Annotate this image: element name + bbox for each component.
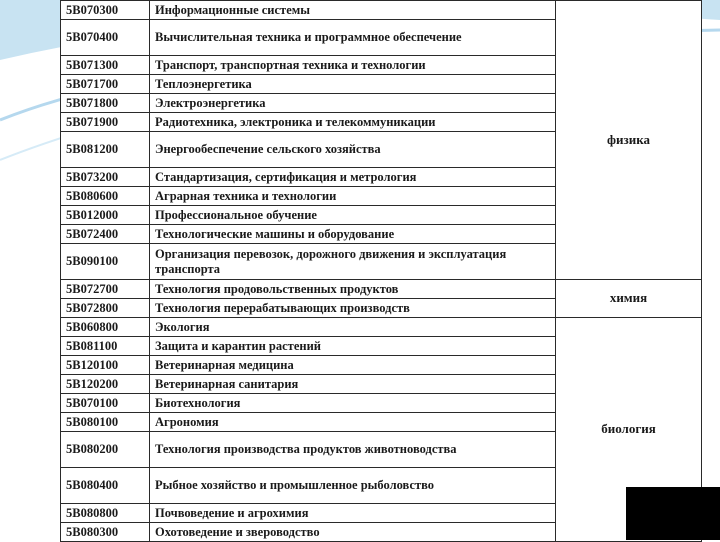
specialty-name: Охотоведение и звероводство	[150, 523, 556, 542]
specialty-code: 5B073200	[61, 168, 150, 187]
specialty-name: Рыбное хозяйство и промышленное рыболовство	[150, 468, 556, 504]
specialty-name: Ветеринарная санитария	[150, 375, 556, 394]
specialty-code: 5B080600	[61, 187, 150, 206]
specialty-name: Технологические машины и оборудование	[150, 225, 556, 244]
specialty-code: 5B080100	[61, 413, 150, 432]
specialty-code: 5B081100	[61, 337, 150, 356]
document-page	[60, 0, 702, 540]
specialty-name: Энергообеспечение сельского хозяйства	[150, 132, 556, 168]
specialty-code: 5B120200	[61, 375, 150, 394]
specialty-name: Технология производства продуктов животноводства	[150, 432, 556, 468]
specialty-code: 5B072700	[61, 280, 150, 299]
subject-cell-biology: биология	[556, 318, 702, 542]
specialty-name: Биотехнология	[150, 394, 556, 413]
specialty-name: Радиотехника, электроника и телекоммуникации	[150, 113, 556, 132]
specialty-name: Почвоведение и агрохимия	[150, 504, 556, 523]
table-row	[61, 280, 702, 299]
table-row	[61, 1, 702, 20]
specialty-code: 5B080800	[61, 504, 150, 523]
specialty-code: 5B071700	[61, 75, 150, 94]
specialty-code: 5B080300	[61, 523, 150, 542]
specialty-code: 5B071900	[61, 113, 150, 132]
specialty-code: 5B081200	[61, 132, 150, 168]
table-row	[61, 318, 702, 337]
specialty-code: 5B071800	[61, 94, 150, 113]
specialty-code: 5B072800	[61, 299, 150, 318]
specialty-code: 5B090100	[61, 244, 150, 280]
specialty-name: Вычислительная техника и программное обеспечение	[150, 20, 556, 56]
specialty-name: Транспорт, транспортная техника и технологии	[150, 56, 556, 75]
black-overlay-block	[626, 487, 720, 540]
specialty-name: Организация перевозок, дорожного движения и эксплуатация транспорта	[150, 244, 556, 280]
specialty-name: Аграрная техника и технологии	[150, 187, 556, 206]
specialty-code: 5B080200	[61, 432, 150, 468]
specialty-code: 5B012000	[61, 206, 150, 225]
specialty-name: Стандартизация, сертификация и метрология	[150, 168, 556, 187]
specialty-name: Теплоэнергетика	[150, 75, 556, 94]
specialty-name: Профессиональное обучение	[150, 206, 556, 225]
specialty-code: 5B072400	[61, 225, 150, 244]
specialty-name: Агрономия	[150, 413, 556, 432]
specialty-name: Электроэнергетика	[150, 94, 556, 113]
specialty-name: Информационные системы	[150, 1, 556, 20]
specialty-code: 5B070400	[61, 20, 150, 56]
specialty-code: 5B120100	[61, 356, 150, 375]
specialty-name: Технология перерабатывающих производств	[150, 299, 556, 318]
specialty-code: 5B060800	[61, 318, 150, 337]
specialty-code: 5B080400	[61, 468, 150, 504]
specialty-code: 5B070300	[61, 1, 150, 20]
specialties-table	[60, 0, 702, 542]
subject-cell-physics: физика	[556, 1, 702, 280]
specialty-code: 5B071300	[61, 56, 150, 75]
specialty-name: Защита и карантин растений	[150, 337, 556, 356]
specialty-code: 5B070100	[61, 394, 150, 413]
specialty-name: Ветеринарная медицина	[150, 356, 556, 375]
subject-cell-chemistry: химия	[556, 280, 702, 318]
specialty-name: Технология продовольственных продуктов	[150, 280, 556, 299]
specialty-name: Экология	[150, 318, 556, 337]
